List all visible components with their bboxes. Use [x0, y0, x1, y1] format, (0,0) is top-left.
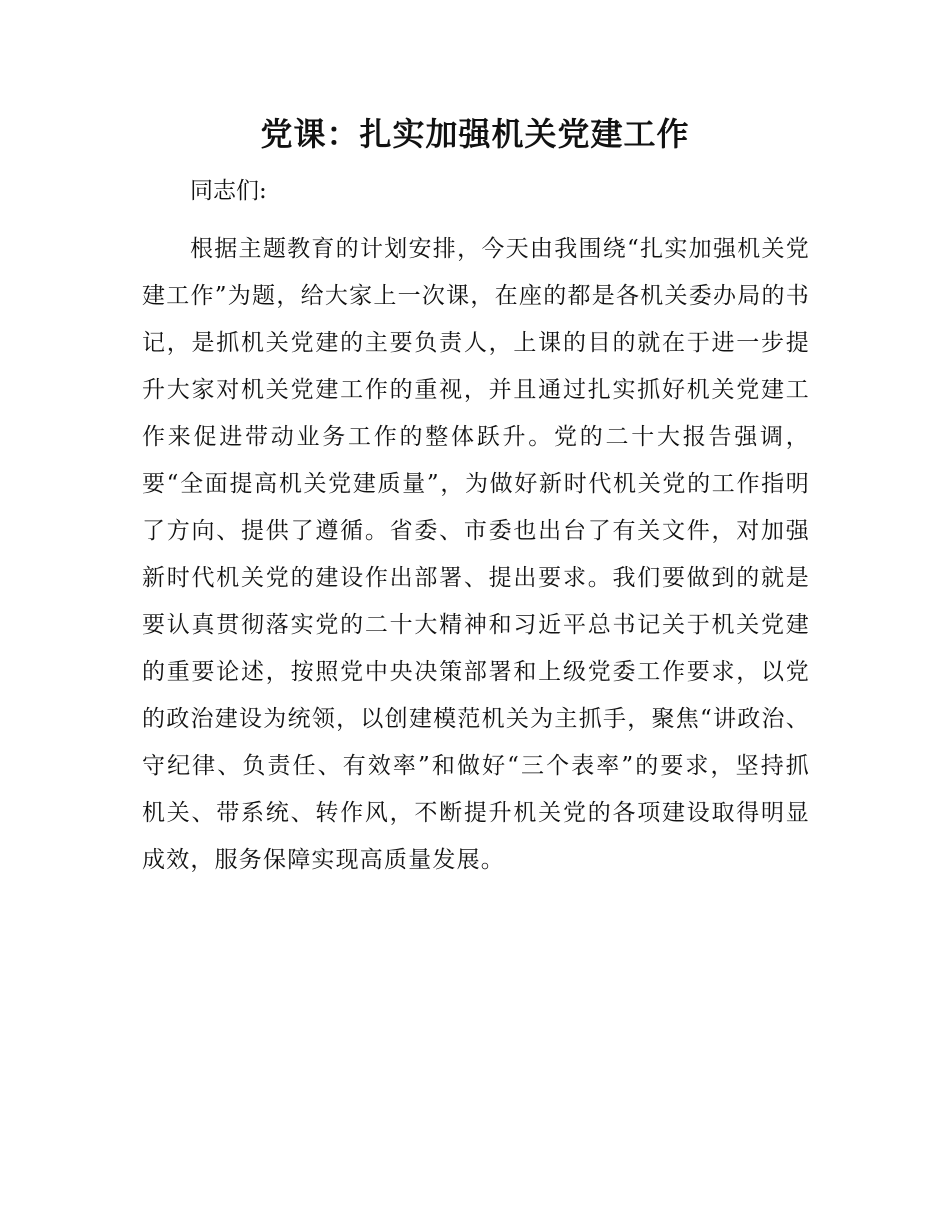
- body-paragraph: 根据主题教育的计划安排，今天由我围绕“扎实加强机关党建工作”为题，给大家上一次课，在座的都是各机关委办局的书记，是抓机关党建的主要负责人，上课的目的就在于进一步提升大家对机关党建工作的重视，并且通过扎实抓好机关党建工作来促进带动业务工作的整体跃升。党的二十大报告强调，要“全面提高机关党建质量”，为做好新时代机关党的工作指明了方向、提供了遵循。省委、市委也出台了有关文件，对加强新时代机关党的建设作出部署、提出要求。我们要做到的就是要认真贯彻落实党的二十大精神和习近平总书记关于机关党建的重要论述，按照党中央决策部署和上级党委工作要求，以党的政治建设为统领，以创建模范机关为主抓手，聚焦“讲政治、守纪律、负责任、有效率”和做好“三个表率”的要求，坚持抓机关、带系统、转作风，不断提升机关党的各项建设取得明显成效，服务保障实现高质量发展。: [142, 236, 810, 873]
- salutation: 同志们:: [190, 178, 267, 204]
- document-title: 党课：扎实加强机关党建工作: [260, 115, 690, 153]
